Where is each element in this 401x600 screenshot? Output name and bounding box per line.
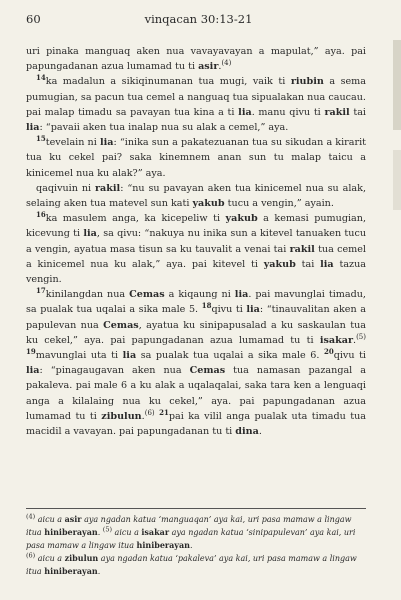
text-run: mavunglai uta ti — [35, 350, 123, 362]
page-number: 60 — [26, 12, 41, 26]
text-run: tevelain ni — [45, 137, 100, 149]
text-run: : “pinagaugavan aken nua — [39, 365, 190, 377]
bold-name: hiniberayan — [136, 540, 190, 550]
bold-name: lia — [83, 228, 97, 240]
bold-name: Cemas — [189, 365, 226, 377]
paragraph — [26, 181, 366, 211]
text-run: ka madalun a sikiqinumanan tua mugi, vaik ti — [45, 76, 291, 88]
bold-name: lia — [99, 137, 114, 149]
text-run: sa pualak tua uqalai a sika male 6. — [136, 350, 324, 362]
text-run: . — [97, 567, 101, 576]
text-run: aicu a — [35, 515, 65, 524]
text-run: : “pavaii aken tua inalap nua su alak a cemel,” aya. — [39, 122, 289, 134]
bold-name: hiniberayan — [44, 527, 98, 537]
bold-name: lia — [122, 350, 137, 362]
text-run: . — [97, 528, 103, 537]
verse-number: 15 — [36, 134, 46, 144]
text-run: aya ngadan katua ‘sinipapulevan’ aya kai, uri pasa mamaw a lingaw itua — [26, 528, 356, 550]
paragraph — [26, 287, 366, 439]
page-edge-tab — [393, 40, 401, 130]
footnote-number: (5) — [102, 525, 113, 534]
bold-name: zibulun — [101, 410, 142, 422]
bold-name: asir — [64, 514, 82, 524]
text-run: . — [218, 61, 222, 73]
footnotes — [26, 508, 366, 578]
text-run: tazua vengin. — [26, 258, 366, 286]
bold-name: lia — [26, 365, 40, 377]
bold-name: yakub — [192, 198, 225, 210]
text-run: tua cemel a kinicemel nua ku alak,” aya. pai kitevel ti — [26, 243, 366, 270]
text-run: kinilangdan nua — [45, 289, 130, 301]
footnote — [26, 552, 366, 578]
paragraph — [26, 211, 366, 287]
paragraph — [26, 135, 366, 181]
text-run: aya ngadan katua ‘manguaqan’ aya kai, uri pasa mamaw a lingaw itua — [26, 515, 352, 537]
text-run: aicu a — [35, 554, 65, 563]
text-run: ka masulem anga, ka kicepeliw ti — [45, 213, 226, 225]
footnote — [26, 513, 366, 552]
text-run: . — [189, 541, 193, 550]
bold-name: rakil — [94, 182, 121, 194]
text-run: a kemasi pumugian, kicevung ti — [26, 213, 366, 240]
text-run: pai ka vilil anga pualak uta timadu tua macidil a vavayan. pai papungadanan tu ti — [26, 410, 366, 438]
bold-name: isakar — [319, 334, 354, 346]
text-run: aya ngadan katua ‘pakaleva’ aya kai, uri pasa mamaw a lingaw itua — [26, 554, 357, 576]
paragraph — [26, 44, 366, 74]
text-run: qivu ti — [333, 350, 366, 362]
bold-name: lia — [238, 106, 252, 118]
text-run: a sema pumugian, sa pacun tua cemel a nanguaq tua sipualakan nua caucau. pai malap timadu sa pavayan tua kina a ti — [26, 76, 366, 118]
text-run: : “nu su pavayan aken tua kinicemel nua su alak, selaing aken tua matevel sun kati — [26, 182, 367, 210]
page-header — [26, 12, 371, 28]
verse-number: 14 — [36, 73, 46, 83]
text-run: . — [258, 426, 262, 438]
verse-number: 18 — [201, 301, 212, 311]
bold-name: riubin — [290, 76, 324, 88]
bold-name: yakub — [225, 213, 258, 225]
text-run: aicu a — [112, 528, 142, 537]
page-edge-tab — [393, 150, 401, 210]
bold-name: lia — [320, 258, 334, 270]
bold-name: Cemas — [103, 319, 139, 331]
text-run: : “tinauvalitan aken a papulevan nua — [26, 304, 366, 331]
body-text — [26, 44, 366, 439]
bold-name: isakar — [141, 527, 170, 537]
bold-name: Cemas — [129, 289, 165, 301]
text-run: , ayatua ku sinipapusalad a ku saskaulan tua ku cekel,” aya. pai papungadanan azua lumamad tu ti — [26, 319, 366, 346]
bold-name: lia — [26, 122, 40, 134]
verse-number: 19 — [26, 346, 36, 356]
verse-number: 20 — [323, 346, 334, 356]
bold-name: zibulun — [64, 553, 99, 563]
bold-name: lia — [246, 304, 260, 316]
verse-number: 21 — [159, 407, 169, 417]
text-run: tai — [349, 106, 366, 118]
bold-name: lia — [234, 289, 249, 301]
footnote-ref: (4) — [221, 59, 232, 68]
bold-name: asir — [198, 61, 219, 73]
text-run: qivu ti — [211, 304, 247, 316]
text-run: a kiqaung ni — [164, 289, 235, 301]
text-run: , sa qivu: “nakuya nu inika sun a kitevel tanuaken tucu a vengin, ayatua masa tisun sa ku tauvalit a venai tai — [26, 228, 367, 255]
text-run: qaqivuin ni — [36, 182, 95, 194]
text-run: tua namasan pazangal a pakaleva. pai male 6 a ku alak a uqalaqalai, saka tara ken a lenguaqi anga a kilalaing nua ku cekel,” aya. pai papungadanan azua lumamad tu ti — [26, 365, 366, 422]
bold-name: hiniberayan — [44, 566, 98, 576]
text-run: . — [353, 334, 357, 346]
bold-name: yakub — [263, 258, 296, 270]
footnote-ref: (6) — [144, 408, 155, 417]
bold-name: rakil — [324, 106, 350, 118]
paragraph — [26, 74, 366, 135]
running-head: vinqacan 30:13-21 — [144, 12, 253, 26]
bold-name: rakil — [289, 243, 315, 255]
verse-number: 16 — [36, 210, 46, 220]
footnote-number: (4) — [26, 512, 36, 521]
text-run: uri pinaka manguaq aken nua vavayavayan a mapulat,” aya. pai papungadanan azua lumamad tu ti — [26, 46, 366, 73]
footnote-ref: (5) — [356, 332, 366, 341]
text-run: tai — [295, 258, 321, 270]
text-run: . pai mavunglai timadu, sa pualak tua uqalai a sika male 5. — [26, 289, 366, 316]
text-run: tucu a vengin,” ayain. — [224, 198, 334, 210]
text-run: : “inika sun a pakatezuanan tua su sikudan a kirarit tua ku cekel pai? saka kinemnem anan sun tu malap taicu a kinicemel nua ku alak?” aya. — [26, 137, 366, 179]
text-run: . manu qivu ti — [251, 106, 325, 118]
verse-number: 17 — [36, 286, 46, 296]
text-run: . — [141, 410, 145, 422]
bold-name: dina — [235, 426, 259, 438]
footnote-number: (6) — [26, 551, 36, 560]
